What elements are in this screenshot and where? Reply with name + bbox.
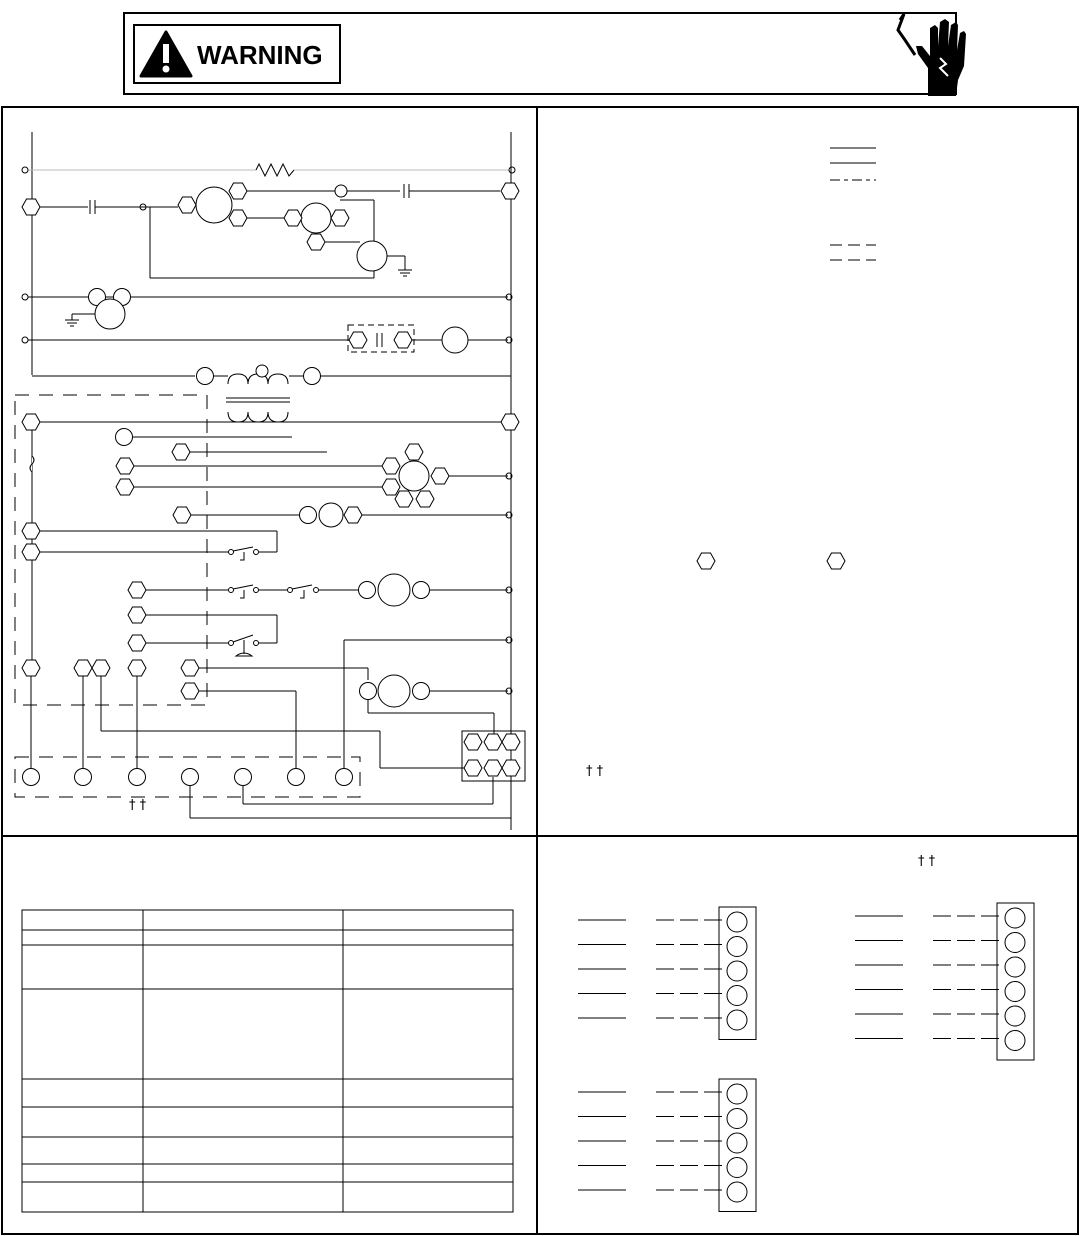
blower-motor [301, 203, 331, 233]
fuse [30, 456, 34, 472]
connector-b-pin [1005, 1031, 1025, 1051]
connector-c-pin [727, 1084, 747, 1104]
connector-c-pin [727, 1182, 747, 1202]
connector-b-pin [1005, 933, 1025, 953]
connector-b [855, 903, 1034, 1060]
pressure-switch-symbol [236, 640, 252, 656]
connector-c-pin [727, 1109, 747, 1129]
connector-c [578, 1079, 756, 1212]
outer-frame [2, 107, 1078, 1234]
exclamation-triangle-icon [141, 32, 191, 76]
limit-blade-b [292, 585, 312, 589]
connector-b-pin [1005, 982, 1025, 1002]
connector-a [578, 907, 756, 1040]
control-board-outline [15, 395, 207, 705]
switch-symbol-a [240, 552, 244, 560]
electrical-shock-hand-icon [898, 14, 966, 96]
circulator-motor [95, 299, 125, 329]
wiring-schematic [15, 132, 525, 830]
connector-a-pin [727, 961, 747, 981]
schematic-footnote-marker: † † [129, 798, 147, 813]
inducer-motor [196, 187, 232, 223]
table-frame [22, 910, 513, 1212]
igniter [319, 503, 343, 527]
connector-pinouts [578, 903, 1034, 1212]
transformer-secondary [228, 412, 288, 422]
notes-footnote-marker: † † [586, 764, 604, 779]
limit-contact-a [229, 588, 234, 593]
connector-a-pin [727, 912, 747, 932]
limit-contact-b [254, 588, 259, 593]
connector-a-pin [727, 986, 747, 1006]
switch-blade-a [233, 547, 253, 551]
connector-b-pin [1005, 957, 1025, 977]
connector-b-pin [1005, 1006, 1025, 1026]
warning-banner [124, 13, 966, 96]
switch-contact-a [229, 550, 234, 555]
legend-panel [697, 148, 876, 569]
motor-m3 [357, 241, 387, 271]
component-table [22, 910, 513, 1212]
limit-blade-a [233, 585, 253, 589]
connector-footnote-marker: † † [918, 854, 936, 869]
pressure-contact-a [229, 641, 234, 646]
row4-motor [442, 327, 468, 353]
limit-contact-c [288, 588, 293, 593]
panel-frames [2, 107, 1078, 1234]
pressure-blade [233, 635, 253, 642]
rollout-device [378, 574, 410, 606]
connector-b-pin [1005, 908, 1025, 928]
circulator-relay [378, 675, 410, 707]
limit-symbol-b [300, 590, 304, 598]
heater-element [256, 164, 294, 176]
gas-valve [399, 461, 429, 491]
warning-label: WARNING [197, 40, 323, 70]
limit-contact-d [314, 588, 319, 593]
connector-c-pin [727, 1133, 747, 1153]
connector-c-pin [727, 1158, 747, 1178]
pressure-contact-b [254, 641, 259, 646]
switch-contact-b [254, 550, 259, 555]
connector-a-pin [727, 1010, 747, 1030]
limit-symbol-a [240, 590, 244, 598]
connector-a-pin [727, 937, 747, 957]
